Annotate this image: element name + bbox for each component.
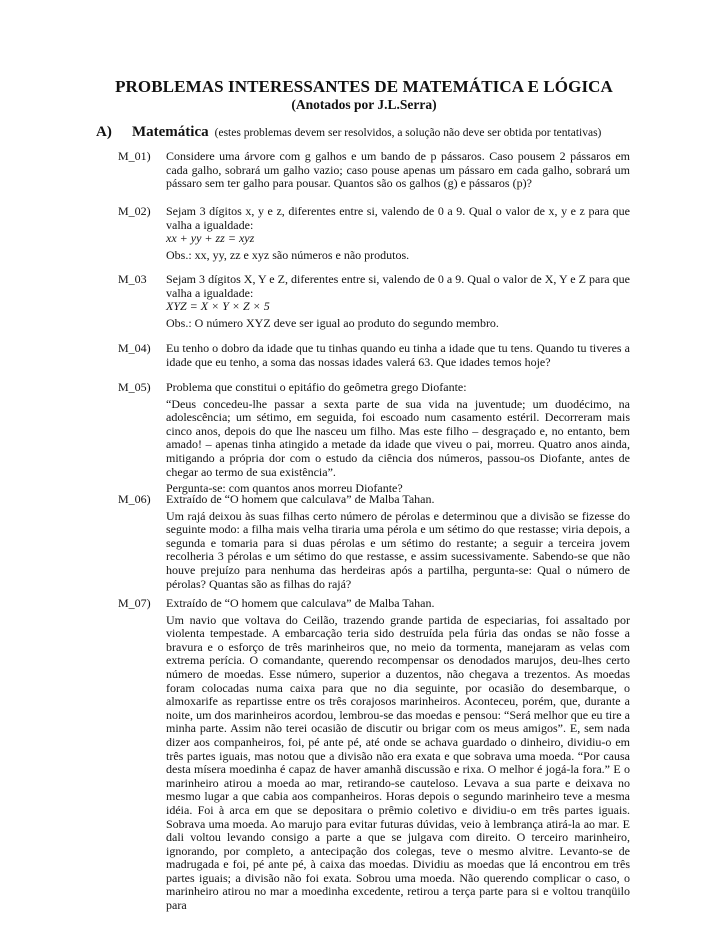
problem-text: Sejam 3 dígitos x, y e z, diferentes entre si, valendo de 0 a 9. Qual o valor de x, y e z para que valha a igualdade:	[166, 204, 630, 232]
section-heading	[96, 124, 656, 141]
problem-m04	[118, 342, 630, 369]
problem-code: M_03	[118, 272, 147, 286]
problem-question: Pergunta-se: com quantos anos morreu Diofante?	[166, 481, 403, 496]
problem-body: Um navio que voltava do Ceilão, trazendo grande partida de especiarias, foi assaltado por violenta tempestade. A embarcação teria sido destruída pela fúria das ondas se não fosse a bravura e o esforço de três marinheiros que, no meio da tormenta, manejaram as velas com extrema perícia. O comandante, querendo recompensar os denodados marujos, deu-lhes certo número de moedas. Esse número, superior a duzentos, não chegava a trezentos. As moedas foram colocadas numa caixa para que no dia seguinte, por ocasião do desembarque, o almoxarife as repartisse entre os três corajosos marinheiros. Aconteceu, porém, que, durante a noite, um dos marinheiros acordou, lembrou-se das moedas e pensou: “Será melhor que eu tire a minha parte. Assim não terei ocasião de discutir ou brigar com os meus amigos”. E, sem nada dizer aos companheiros, foi, pé ante pé, até onde se achava guardado o dinheiro, dividiu-o em três partes iguais, mas notou que a divisão não era exata e que sobrava uma moeda. “Por causa desta mísera moedinha é capaz de haver amanhã discussão e rixa. O melhor é jogá-la fora.” E o marinheiro atirou a moeda ao mar, retirando-se cauteloso. Levava a sua parte e deixava no mesmo lugar a que cabia aos companheiros. Horas depois o segundo marinheiro teve a mesma idéia. Foi à arca em que se depositara o prêmio coletivo e dividiu-o em três partes iguais. Sobrava uma moeda. Ao marujo para evitar futuras dúvidas, veio à lembrança atirá-la ao mar. E dali voltou levando consigo a parte a que se julgava com direito. O terceiro marinheiro, ignorando, por completo, a antecipação dos colegas, teve o mesmo alvitre. Levanto-se de madrugada e foi, pé ante pé, à caixa das moedas. Dividiu as moedas que lá encontrou em três partes iguais; a divisão não foi exata. Sobrou uma moeda. Não querendo complicar o caso, o marinheiro atirou no mar a moedinha excedente, retirou a terça parte para si e voltou tranqüilo para	[166, 612, 630, 913]
problem-m06	[118, 493, 630, 591]
problem-m02	[118, 205, 630, 262]
problem-m03	[118, 273, 630, 330]
problem-obs: Obs.: O número XYZ deve ser igual ao produto do segundo membro.	[166, 315, 499, 330]
problem-m01	[118, 150, 630, 191]
problem-text: Sejam 3 dígitos X, Y e Z, diferentes entre si, valendo de 0 a 9. Qual o valor de X, Y e Z para que valha a igualdade:	[166, 272, 630, 300]
problem-text: Extraído de “O homem que calculava” de Malba Tahan.	[166, 596, 435, 610]
problem-text: Considere uma árvore com g galhos e um bando de p pássaros. Caso pousem 2 pássaros em cada galho, sobrará um galho vazio; caso pouse apenas um pássaro em cada galho, sobrará um pássaro sem ter galho para pousar. Quantos são os galhos (g) e pássaros (p)?	[166, 149, 630, 191]
section-name: Matemática	[132, 124, 209, 140]
problem-text: Problema que constitui o epitáfio do geômetra grego Diofante:	[166, 380, 467, 394]
page-subtitle: (Anotados por J.L.Serra)	[291, 97, 437, 112]
problem-body: Um rajá deixou às suas filhas certo número de pérolas e determinou que a divisão se fizesse do seguinte modo: a filha mais velha tiraria uma pérola e um sétimo do que restasse; viria depois, a segunda e tomaria para si duas pérolas e um sétimo do restante; a seguir a terceira jovem recolheria 3 pérolas e um sétimo do que restasse, e assim sucessivamente. Sabendo-se que não houve prejuízo para nenhuma das herdeiras após a partilha, pergunta-se: Qual o número de pérolas? Quantas são as filhas do rajá?	[166, 508, 630, 591]
problem-equation: xx + yy + zz = xyz	[166, 231, 255, 246]
section-note: (estes problemas devem ser resolvidos, a solução não deve ser obtida por tentativas)	[214, 127, 602, 139]
problem-code: M_05)	[118, 380, 151, 394]
problem-text: Eu tenho o dobro da idade que tu tinhas quando eu tinha a idade que tu tens. Quando tu tiveres a idade que eu tenho, a soma das nossas idades valerá 63. Que idades temos hoje?	[166, 341, 630, 369]
problem-obs: Obs.: xx, yy, zz e xyz são números e não produtos.	[166, 247, 410, 262]
problem-code: M_06)	[118, 492, 151, 506]
problem-code: M_04)	[118, 341, 151, 355]
section-letter: A)	[96, 124, 112, 140]
problem-code: M_01)	[118, 149, 151, 163]
problem-equation: XYZ = X × Y × Z × 5	[166, 299, 270, 314]
page-title: PROBLEMAS INTERESSANTES DE MATEMÁTICA E LÓGICA	[115, 77, 613, 96]
problem-text: Extraído de “O homem que calculava” de Malba Tahan.	[166, 492, 435, 506]
problem-code: M_07)	[118, 596, 151, 610]
problem-quote: “Deus concedeu-lhe passar a sexta parte de sua vida na juventude; um duodécimo, na adolescência; um sétimo, em seguida, foi escoado num casamento estéril. Decorreram mais cinco anos, depois do que lhe nasceu um filho. Mas este filho – desgraçado e, no entanto, bem amado! – apenas tinha atingido a metade da idade que viveu o pai, morreu. Quatro anos ainda, mitigando a própria dor com o estudo da ciência dos números, passou-os Diofante, antes de chegar ao termo de sua existência”.	[166, 396, 630, 479]
problem-m05	[118, 381, 630, 496]
problem-code: M_02)	[118, 204, 151, 218]
problem-m07	[118, 597, 630, 913]
